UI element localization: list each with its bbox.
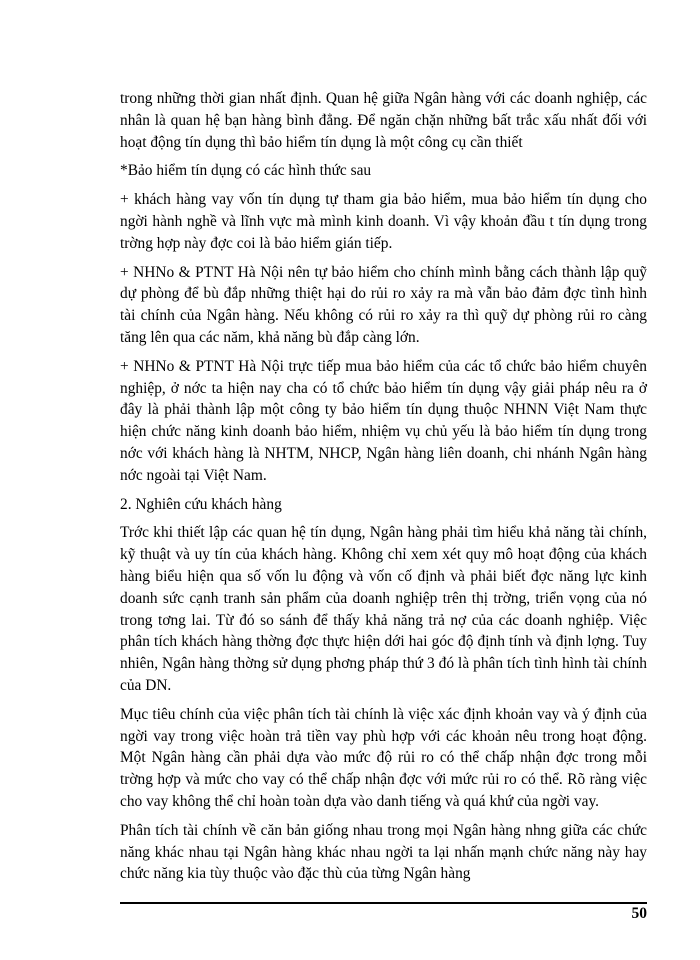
page-body (120, 88, 647, 892)
paragraph-financial-analysis-basis: Phân tích tài chính về căn bản giống nhau trong mọi Ngân hàng nhng giữa các chức năng khác nhau tại Ngân hàng khác nhau ngời ta lại nhấn mạnh chức năng này hay chức năng kia tùy thuộc vào đặc thù của từng Ngân hàng (120, 821, 647, 883)
paragraph-financial-analysis-goal: Mục tiêu chính của việc phân tích tài chính là việc xác định khoản vay và ý định của ngời vay trong việc hoàn trả tiền vay phù hợp với các khoản nêu trong hoạt động. Một Ngân hàng cần phải dựa vào mức độ rủi ro có thể chấp nhận đợc trong mỗi trờng hợp và mức cho vay có thể chấp nhận đợc với mức rủi ro có thể. Rõ ràng việc cho vay không thể chỉ hoàn toàn dựa vào danh tiếng và quá khứ của ngời vay. (120, 705, 647, 810)
paragraph-customer-analysis: Trớc khi thiết lập các quan hệ tín dụng, Ngân hàng phải tìm hiểu khả năng tài chính, kỹ thuật và uy tín của khách hàng. Không chỉ xem xét quy mô hoạt động của khách hàng biểu hiện qua số vốn lu động và vốn cố định và phải biết đợc năng lực kinh doanh sức cạnh tranh sản phẩm của doanh nghiệp trên thị trờng, triển vọng của nó trong tơng lai. Từ đó so sánh để thấy khả năng trả nợ của các doanh nghiệp. Việc phân tích khách hàng thờng đợc thực hiện dới hai góc độ định tính và định lợng. Tuy nhiên, Ngân hàng thờng sử dụng phơng pháp thứ 3 đó là phân tích tình hình tài chính của DN. (120, 524, 647, 694)
paragraph-direct-insurance: + NHNo & PTNT Hà Nội trực tiếp mua bảo hiểm của các tổ chức bảo hiểm chuyên nghiệp, ở nớc ta hiện nay cha có tổ chức bảo hiểm tín dụng vậy giải pháp nêu ra ở đây là phải thành lập một công ty bảo hiểm tín dụng thuộc NHNN Việt Nam thực hiện chức năng kinh doanh bảo hiểm, nhiệm vụ chủ yếu là bảo hiểm tín dụng trong nớc với khách hàng là NHTM, NHCP, Ngân hàng liên doanh, chi nhánh Ngân hàng nớc ngoài tại Việt Nam. (120, 357, 647, 484)
paragraph-intro-continuation: trong những thời gian nhất định. Quan hệ giữa Ngân hàng với các doanh nghiệp, các nhân là quan hệ bạn hàng bình đẳng. Để ngăn chặn những bất trắc xấu nhất đối với hoạt động tín dụng thì bảo hiểm tín dụng là một công cụ cần thiết (120, 90, 647, 151)
paragraph-insurance-forms-heading: *Bảo hiểm tín dụng có các hình thức sau (120, 162, 372, 180)
paragraph-indirect-insurance: + khách hàng vay vốn tín dụng tự tham gia bảo hiểm, mua bảo hiểm tín dụng cho ngời hành nghề và lĩnh vực mà mình kinh doanh. Vì vậy khoản đầu t tín dụng trong trờng hợp này đợc coi là bảo hiểm gián tiếp. (120, 191, 647, 252)
footer-divider (120, 902, 647, 904)
page-number: 50 (631, 905, 647, 922)
section-heading-customer-research: 2. Nghiên cứu khách hàng (120, 495, 282, 513)
paragraph-self-insurance: + NHNo & PTNT Hà Nội nên tự bảo hiểm cho chính mình bằng cách thành lập quỹ dự phòng để bù đắp những thiệt hại do rủi ro xảy ra mà vẫn bảo đảm đợc tình hình tài chính của Ngân hàng. Nếu không có rủi ro xảy ra thì quỹ dự phòng rủi ro càng tăng lên qua các năm, khả năng bù đắp càng lớn. (120, 263, 647, 346)
